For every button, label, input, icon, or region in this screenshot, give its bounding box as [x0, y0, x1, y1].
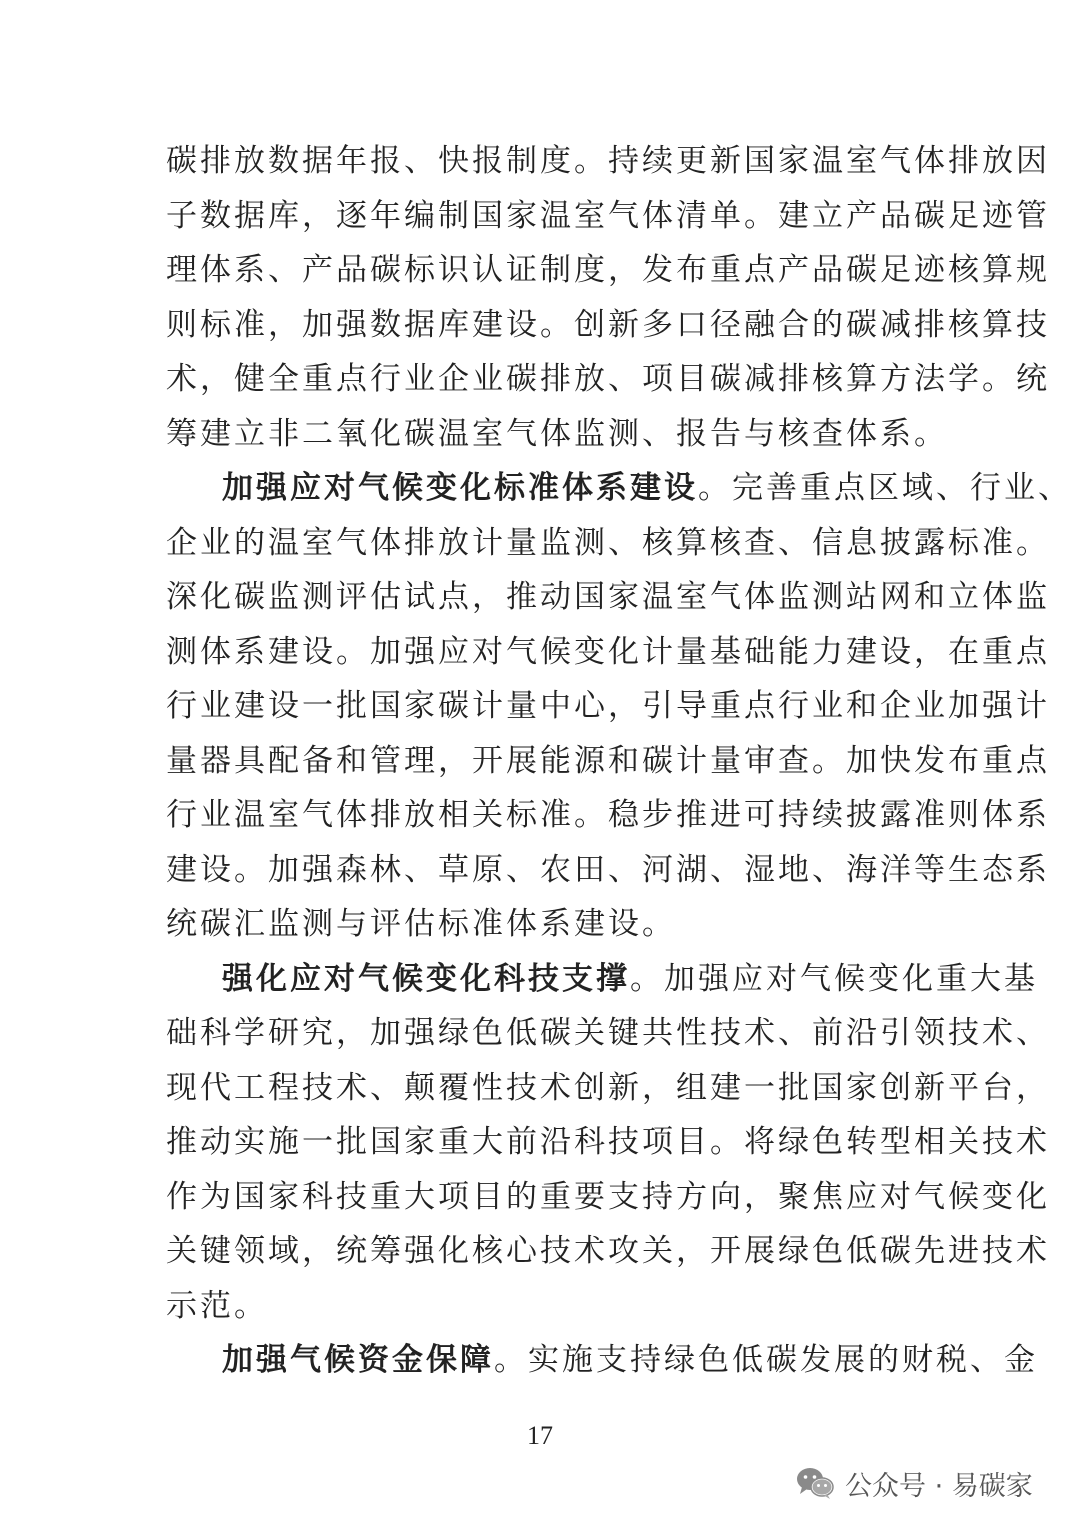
line-text: 作为国家科技重大项目的重要支持方向，聚焦应对气候变化 — [166, 1179, 1050, 1215]
page-number: 17 — [527, 1421, 553, 1450]
text-line — [166, 354, 1050, 404]
text-line — [166, 681, 1050, 731]
line-text: 则标准，加强数据库建设。创新多口径融合的碳减排核算技 — [166, 307, 1050, 343]
line-text: 量器具配备和管理，开展能源和碳计量审查。加快发布重点 — [166, 743, 1050, 779]
paragraph-heading-line — [222, 463, 1072, 513]
text-line — [166, 572, 1050, 622]
line-text: 行业建设一批国家碳计量中心，引导重点行业和企业加强计 — [166, 688, 1050, 724]
text-line — [166, 191, 1050, 241]
line-text: 测体系建设。加强应对气候变化计量基础能力建设，在重点 — [166, 634, 1050, 670]
paragraph-heading: 加强气候资金保障 — [222, 1342, 494, 1378]
text-line — [166, 409, 948, 459]
paragraph-heading: 加强应对气候变化标准体系建设 — [222, 470, 698, 506]
line-text: 。完善重点区域、行业、 — [698, 470, 1072, 506]
line-text: 。加强应对气候变化重大基 — [630, 961, 1038, 997]
line-text: 统碳汇监测与评估标准体系建设。 — [166, 906, 676, 942]
line-text: 筹建立非二氧化碳温室气体监测、报告与核查体系。 — [166, 416, 948, 452]
line-text: 示范。 — [166, 1288, 268, 1324]
line-text: 。实施支持绿色低碳发展的财税、金 — [494, 1342, 1038, 1378]
line-text: 现代工程技术、颠覆性技术创新，组建一批国家创新平台， — [166, 1070, 1050, 1106]
watermark — [795, 1460, 1033, 1506]
text-line — [166, 845, 1050, 895]
line-text: 建设。加强森林、草原、农田、河湖、湿地、海洋等生态系 — [166, 852, 1050, 888]
line-text: 深化碳监测评估试点，推动国家温室气体监测站网和立体监 — [166, 579, 1050, 615]
line-text: 企业的温室气体排放计量监测、核算核查、信息披露标准。 — [166, 525, 1050, 561]
paragraph-heading: 强化应对气候变化科技支撑 — [222, 961, 630, 997]
text-line — [166, 790, 1050, 840]
text-line — [166, 518, 1050, 568]
line-text: 术，健全重点行业企业碳排放、项目碳减排核算方法学。统 — [166, 361, 1050, 397]
text-line — [166, 899, 918, 949]
line-text: 行业温室气体排放相关标准。稳步推进可持续披露准则体系 — [166, 797, 1050, 833]
text-line — [166, 1172, 1050, 1222]
text-line — [166, 1226, 1050, 1276]
text-line — [166, 136, 1050, 186]
line-text: 理体系、产品碳标识认证制度，发布重点产品碳足迹核算规 — [166, 252, 1050, 288]
line-text: 推动实施一批国家重大前沿科技项目。将绿色转型相关技术 — [166, 1124, 1050, 1160]
line-text: 关键领域，统筹强化核心技术攻关，开展绿色低碳先进技术 — [166, 1233, 1050, 1269]
text-line — [166, 736, 1050, 786]
line-text: 子数据库，逐年编制国家温室气体清单。建立产品碳足迹管 — [166, 198, 1050, 234]
text-line — [166, 1117, 1050, 1167]
paragraph-heading-line — [222, 1335, 1038, 1385]
text-line — [166, 627, 1050, 677]
line-text: 碳排放数据年报、快报制度。持续更新国家温室气体排放因 — [166, 143, 1050, 179]
line-text: 础科学研究，加强绿色低碳关键共性技术、前沿引领技术、 — [166, 1015, 1050, 1051]
watermark-text: 公众号 · 易碳家 — [845, 1470, 1033, 1502]
text-line — [166, 1008, 1050, 1058]
wechat-icon — [795, 1466, 835, 1500]
text-line — [166, 245, 1050, 295]
text-line — [166, 1063, 1050, 1113]
text-line — [166, 300, 1050, 350]
paragraph-heading-line — [222, 954, 1038, 1004]
text-line — [166, 1281, 918, 1331]
